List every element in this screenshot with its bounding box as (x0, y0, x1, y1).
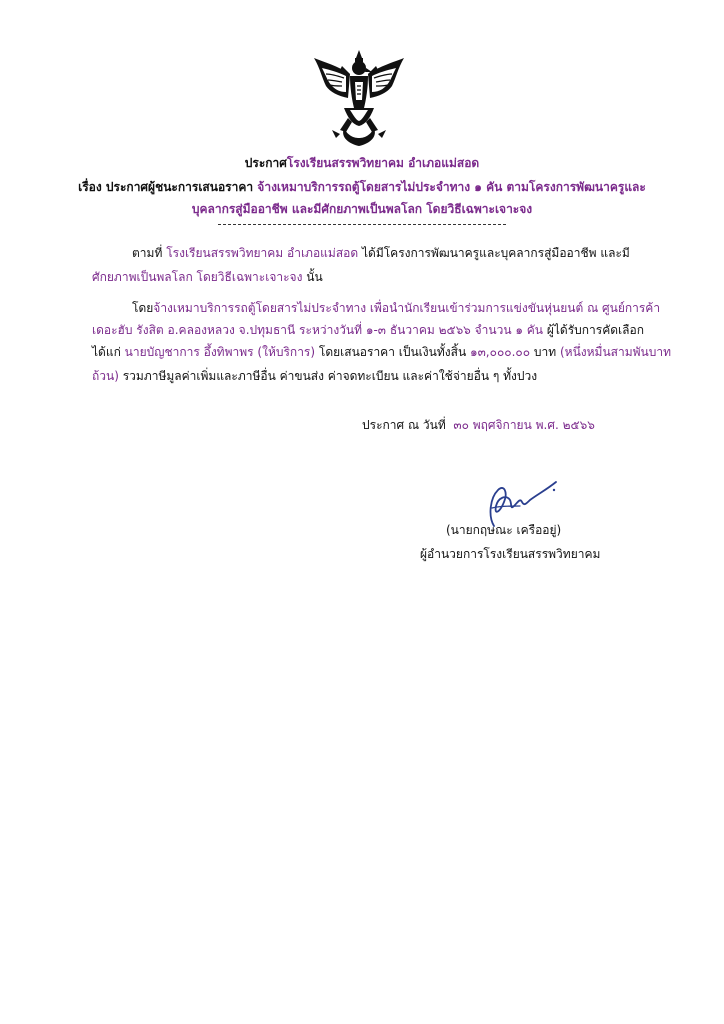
p2-line1-accent: จ้างเหมาบริการรถตู้โดยสารไม่ประจำทาง เพื่อนำนักเรียนเข้าร่วมการแข่งขันหุ่นยนต์ ณ ศูนย์การค้า (153, 301, 661, 315)
amount-in-words: (หนึ่งหมื่นสามพันบาท (559, 345, 672, 359)
paragraph-1-line-2 (92, 269, 323, 285)
title-prefix: ประกาศ (244, 156, 287, 170)
p1-prefix: ตามที่ (132, 246, 163, 260)
p2-prefix: โดย (132, 301, 154, 315)
subject-label: เรื่อง ประกาศผู้ชนะการเสนอราคา (78, 180, 254, 194)
divider (218, 224, 506, 225)
p1-rest: ได้มีโครงการพัฒนาครูและบุคลากรสู่มืออาชีพ และมี (361, 246, 630, 260)
announcement-title (0, 155, 724, 171)
p2-line3-middle: โดยเสนอราคา เป็นเงินทั้งสิ้น (318, 345, 467, 359)
title-school: โรงเรียนสรรพวิทยาคม อำเภอแม่สอด (286, 156, 480, 170)
p2-line2-accent: เดอะฮับ รังสิต อ.คลองหลวง จ.ปทุมธานี ระหว่างวันที่ ๑-๓ ธันวาคม ๒๕๖๖ จำนวน ๑ คัน (92, 323, 544, 337)
subject-line-2: บุคลากรสู่มืออาชีพ และมีศักยภาพเป็นพลโลก โดยวิธีเฉพาะเจาะจง (191, 202, 533, 216)
subject-line-1 (0, 179, 724, 195)
paragraph-2-line-1 (132, 300, 660, 316)
announce-date-value: ๓๐ พฤศจิกายน พ.ศ. ๒๕๖๖ (453, 418, 595, 432)
p2-line4-rest: รวมภาษีมูลค่าเพิ่มและภาษีอื่น ค่าขนส่ง ค่าจดทะเบียน และค่าใช้จ่ายอื่น ๆ ทั้งปวง (122, 369, 538, 383)
announce-date-prefix: ประกาศ ณ วันที่ (362, 418, 446, 432)
amount-in-words-end: ถ้วน) (92, 369, 119, 383)
p1-school: โรงเรียนสรรพวิทยาคม อำเภอแม่สอด (166, 246, 359, 260)
paragraph-2-line-3 (92, 344, 671, 360)
paragraph-2-line-4 (92, 368, 537, 384)
currency-unit: บาท (533, 345, 557, 359)
p1-line2-accent: ศักยภาพเป็นพลโลก โดยวิธีเฉพาะเจาะจง (92, 270, 303, 284)
paragraph-2-line-2 (92, 322, 644, 338)
p2-line3-prefix: ได้แก่ (92, 345, 121, 359)
p2-line2-rest: ผู้ได้รับการคัดเลือก (546, 323, 644, 337)
paragraph-1-line-1 (132, 245, 630, 261)
p1-line2-rest: นั้น (306, 270, 323, 284)
garuda-emblem-icon (310, 48, 408, 148)
signatory-position: ผู้อำนวยการโรงเรียนสรรพวิทยาคม (420, 547, 601, 561)
announce-date (362, 417, 595, 433)
bid-amount: ๑๓,๐๐๐.๐๐ (469, 345, 531, 359)
vendor-name: นายบัญชาการ อึ้งทิพาพร (ให้บริการ) (124, 345, 316, 359)
signatory-name: (นายกฤษณะ เครืออยู่) (446, 523, 562, 537)
subject-text-1: จ้างเหมาบริการรถตู้โดยสารไม่ประจำทาง ๑ คัน ตามโครงการพัฒนาครูและ (257, 180, 646, 194)
